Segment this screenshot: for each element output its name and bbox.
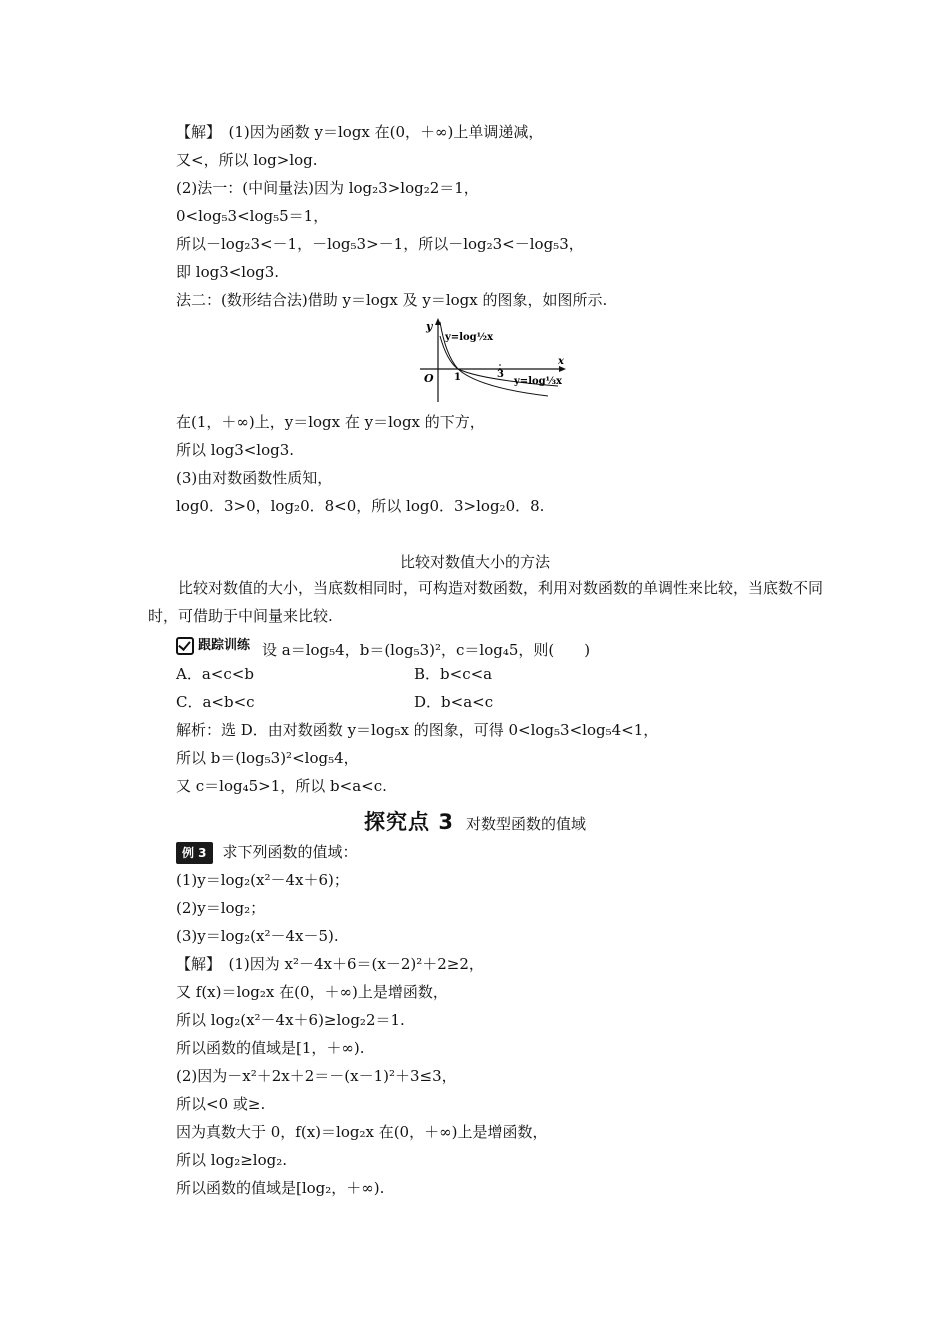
tick-3-label: 3 [497, 369, 504, 380]
follow-question-row [176, 636, 590, 660]
solution-line: 所以 log3<log3. [176, 441, 295, 459]
solution-line: 又 f(x)＝log₂x 在(0，＋∞)上是增函数， [176, 983, 448, 1001]
solution-line: 所以<0 或≥. [176, 1095, 266, 1113]
method-title: 比较对数值大小的方法 [399, 553, 550, 571]
y-label: y [426, 320, 433, 333]
example-question: 求下列函数的值域： [222, 843, 358, 861]
problem-line: (1)y＝log₂(x²－4x＋6)； [176, 871, 349, 889]
solution-line: (2)法一：(中间量法)因为 log₂3>log₂2＝1， [176, 179, 479, 197]
option-b: B．b<c<a [414, 665, 493, 683]
solution-line: (3)由对数函数性质知， [176, 469, 333, 487]
solution-line: 【解】 (1)因为函数 y＝logx 在(0，＋∞)上单调递减， [176, 123, 544, 141]
option-a: A．a<c<b [176, 665, 254, 683]
analysis-line: 解析：选 D．由对数函数 y＝log₅x 的图象，可得 0<log₅3<log₅4<1， [176, 721, 659, 739]
follow-question: 设 a＝log₅4，b＝(log₅3)²，c＝log₄5，则( ) [262, 641, 591, 659]
curve-label-bottom: y=log⅓x [514, 376, 562, 387]
solution-line: 即 log3<log3. [176, 263, 280, 281]
solution-line: (2)因为－x²＋2x＋2＝－(x－1)²＋3≤3， [176, 1067, 457, 1085]
analysis-line: 又 c＝log₄5>1，所以 b<a<c. [176, 777, 387, 795]
solution-line: 法二：(数形结合法)借助 y＝logx 及 y＝logx 的图象，如图所示. [176, 291, 608, 309]
example-row [176, 842, 358, 864]
problem-line: (2)y＝log₂； [176, 899, 266, 917]
solution-line: 所以 log₂(x²－4x＋6)≥log₂2＝1. [176, 1011, 405, 1029]
section-subtitle: 对数型函数的值域 [465, 815, 586, 833]
solution-line: 在(1，＋∞)上，y＝logx 在 y＝logx 的下方， [176, 413, 485, 431]
option-c: C．a<b<c [176, 693, 255, 711]
check-icon [176, 637, 194, 655]
solution-line: 所以函数的值域是[1，＋∞). [176, 1039, 365, 1057]
origin-label: O [424, 372, 434, 385]
follow-tag: 跟踪训练 [176, 636, 250, 656]
section-heading [0, 806, 950, 836]
example-tag: 例 3 [176, 842, 213, 864]
solution-line: 所以函数的值域是[log₂，＋∞). [176, 1179, 385, 1197]
problem-line: (3)y＝log₂(x²－4x－5). [176, 927, 339, 945]
tick-1-label: 1 [454, 372, 461, 383]
method-text: 比较对数值的大小，当底数相同时，可构造对数函数，利用对数函数的单调性来比较，当底数不同时，可借助于中间量来比较. [148, 579, 824, 625]
solution-line: 因为真数大于 0，f(x)＝log₂x 在(0，＋∞)上是增函数， [176, 1123, 548, 1141]
curve-label-top: y=log½x [445, 332, 494, 343]
log-graph [418, 316, 568, 406]
section-title: 探究点 3 [364, 810, 454, 834]
solution-line: 又<，所以 log>log. [176, 151, 318, 169]
solution-line: 0<log₅3<log₅5＝1， [176, 207, 329, 225]
solution-line: 所以 log₂≥log₂. [176, 1151, 287, 1169]
option-d: D．b<a<c [414, 693, 494, 711]
solution-line: 所以－log₂3<－1，－log₅3>－1，所以－log₂3<－log₅3， [176, 235, 584, 253]
solution-line: log0．3>0，log₂0．8<0，所以 log0．3>log₂0．8. [176, 497, 545, 515]
solution-line: 【解】 (1)因为 x²－4x＋6＝(x－2)²＋2≥2， [176, 955, 484, 973]
analysis-line: 所以 b＝(log₅3)²<log₅4， [176, 749, 359, 767]
x-label: x [558, 356, 564, 367]
